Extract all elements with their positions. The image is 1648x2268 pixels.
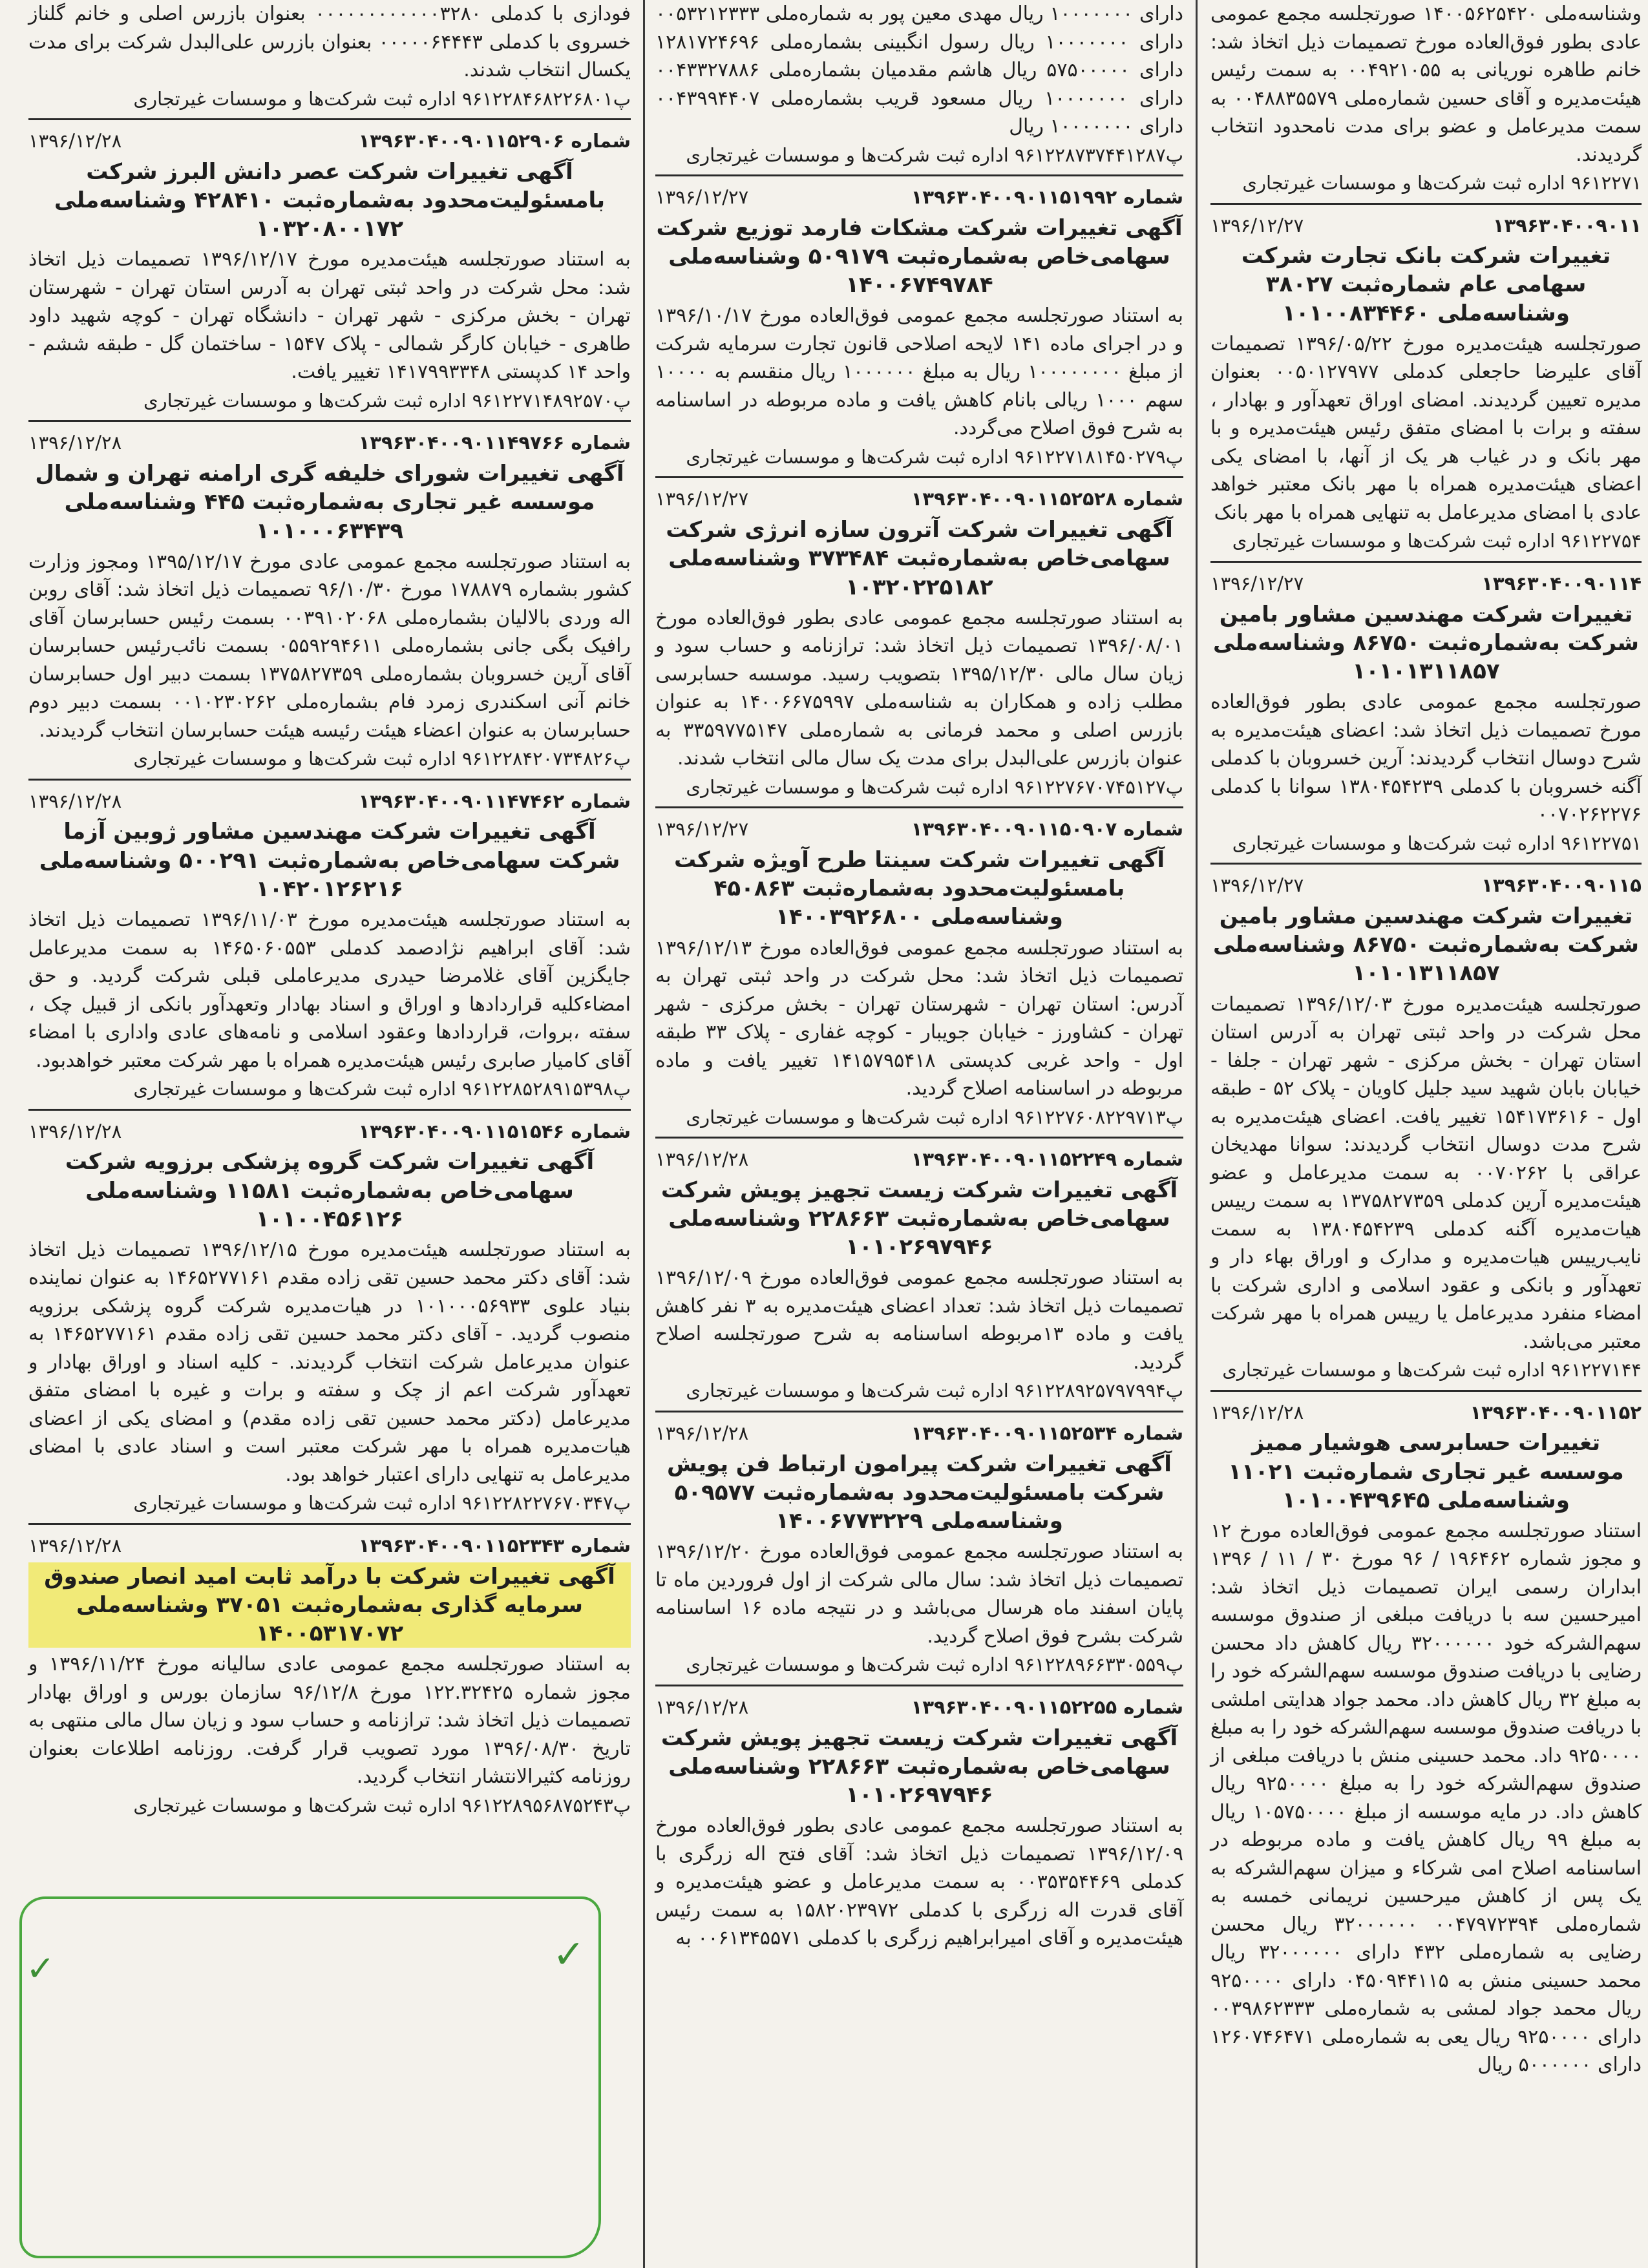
notice-title: تغییرات شرکت مهندسین مشاور بامین شرکت به‌شماره‌ثبت ۸۶۷۵۰ وشناسه‌ملی ۱۰۱۰۱۳۱۱۸۵۷ (1213, 903, 1639, 987)
notice-body: به استناد صورتجلسه مجمع عمومی عادی سالیانه مورخ ۱۳۹۶/۱۱/۲۴ و مجوز شماره ۱۲۲.۳۲۴۲۵ مورخ ۹۶/۱۲/۸ سازمان بورس و اوراق بهادار تصمیمات ذیل اتخاذ شد: ترازنامه و حساب سود و زیان سال مالی منتهی به تاریخ ۱۳۹۶/۰۸/۳۰ مورد تصویب قرار گرفت. روزنامه اطلاعات بعنوان روزنامه کثیرالانتشار انتخاب گردید. (28, 1653, 631, 1789)
notice-number: شماره ۱۳۹۶۳۰۴۰۰۹۰۱۱۵۲۵۲۸ (911, 488, 1183, 510)
notice (1210, 572, 1642, 856)
notice-separator (28, 420, 631, 422)
notice-meta (28, 431, 631, 456)
notice-number: ۱۳۹۶۳۰۴۰۰۹۰۱۱۵۲ (1470, 1401, 1642, 1423)
notice-date: ۱۳۹۶/۱۲/۲۸ (28, 1534, 122, 1557)
notice-separator (655, 476, 1183, 478)
notice-number: شماره ۱۳۹۶۳۰۴۰۰۹۰۱۱۵۲۳۴۳ (358, 1534, 631, 1557)
notice-continuation: فودازی با کدملی ۰۰۰۰۰۰۰۰۰۰۰۰۳۲۸۰ بعنوان بازرس اصلی و خانم گلناز خسروی با کدملی ۰۰۰۰۰۶۴۴۴۳ بعنوان بازرس علی‌البدل شرکت برای مدت یکسال انتخاب شدند. (28, 3, 631, 81)
notice-meta (28, 790, 631, 814)
notice-body: به استناد صورتجلسه مجمع عمومی عادی مورخ ۱۳۹۵/۱۲/۱۷ ومجوز وزارت کشور بشماره ۱۷۸۸۷۹ مورخ ۹۶/۱۰/۳۰ تصمیمات ذیل اتخاذ شد: آقای روبن اله وردی بالالیان بشماره‌ملی ۰۰۳۹۱۰۲۰۶۸ بسمت رئیس حسابرسان آقای رافیک بگی جانی بشماره‌ملی ۰۵۵۹۲۹۴۶۱۱ بسمت نائب‌رئیس حسابرسان آقای آرین خسروبان بشماره‌ملی ۱۳۷۵۸۲۷۳۵۹ بسمت دبیر اول حسابرسان خانم آنی اسکندری زمرد فام بشماره‌ملی ۰۰۱۰۲۳۰۲۶۲ بسمت دبیر دوم حسابرسان به عنوان اعضاء هیئت رئیسه هیئت حسابرسان انتخاب گردیدند. (28, 550, 631, 742)
notice-date: ۱۳۹۶/۱۲/۲۷ (655, 488, 749, 510)
notice-registry-line: پ۹۶۱۲۲۸۲۲۷۶۷۰۳۴۷ اداره ثبت شرکت‌ها و موسسات غیرتجاری (133, 1492, 631, 1515)
notice-title: آگهی تغییرات شورای خلیفه گری ارامنه تهران و شمال موسسه غیر تجاری به‌شماره‌ثبت ۴۴۵ وشناسه‌ملی ۱۰۱۰۰۰۶۳۴۳۹ (35, 461, 624, 544)
notice-number: شماره ۱۳۹۶۳۰۴۰۰۹۰۱۱۵۲۲۵۵ (911, 1696, 1183, 1718)
notice-body: صورتجلسه هیئت‌مدیره مورخ ۱۳۹۶/۰۵/۲۲ تصمیمات آقای علیرضا حاجعلی کدملی ۰۰۵۰۱۲۷۹۷۷ بعنوان مدیره تعیین گردیدند. امضای اوراق تعهدآور و بهادار ، سفته و برات با امضای متفق رئیس هیئت‌مدیره و با مهر بانک و در غیاب هر یک از آنها، با امضای یکی اعضای هیئت‌مدیره همراه با مهر بانک معتبر خواهد عادی با امضای مدیرعامل به تنهایی همراه با مهر بانک (1210, 332, 1642, 524)
notice-separator (1210, 561, 1642, 563)
check-mark-icon: ✓ (553, 1932, 586, 1977)
notice-registry-line: پ۹۶۱۲۲۸۴۶۸۲۲۶۸۰۱ اداره ثبت شرکت‌ها و موسسات غیرتجاری (133, 87, 631, 110)
notice-date: ۱۳۹۶/۱۲/۲۸ (655, 1696, 749, 1718)
notice-meta (28, 1120, 631, 1144)
notice-registry-line: پ۹۶۱۲۲۸۹۶۶۳۳۰۵۵۹ اداره ثبت شرکت‌ها و موسسات غیرتجاری (686, 1654, 1183, 1676)
notice-number: شماره ۱۳۹۶۳۰۴۰۰۹۰۱۱۵۱۵۴۶ (358, 1120, 631, 1142)
notice-separator (655, 174, 1183, 176)
notice-body: به استناد صورتجلسه هیئت‌مدیره مورخ ۱۳۹۶/۱۲/۱۷ تصمیمات ذیل اتخاذ شد: محل شرکت در واحد ثبتی تهران به آدرس استان تهران - شهرستان تهران - بخش مرکزی - شهر تهران - دانشگاه تهران - کوچه شهید داود طاهری - خیابان کارگر شمالی - پلاک ۱۵۴۷ - ساختمان گل - طبقه ششم - واحد ۱۴ کدپستی ۱۴۱۷۹۹۳۳۴۸ تغییر یافت. (28, 248, 631, 384)
notice-date: ۱۳۹۶/۱۲/۲۸ (28, 432, 122, 454)
notice-body: به استناد صورتجلسه مجمع عمومی فوق‌العاده مورخ ۱۳۹۶/۱۲/۰۹ تصمیمات ذیل اتخاذ شد: تعداد اعضای هیئت‌مدیره به ۳ نفر کاهش یافت و ماده ۱۳مربوطه اساسنامه به شرح صورتجلسه اصلاح گردید. (655, 1266, 1184, 1374)
notice-body: به استناد صورتجلسه مجمع عمومی فوق‌العاده مورخ ۱۳۹۶/۱۲/۱۳ تصمیمات ذیل اتخاذ شد: محل شرکت در واحد ثبتی تهران به آدرس: استان تهران - شهرستان تهران - بخش مرکزی - شهر تهران - کشاورز - خیابان جویبار - کوچه غفاری - پلاک ۳۳ طبقه اول - واحد غربی کدپستی ۱۴۱۵۷۹۵۴۱۸ تغییر یافت و ماده مربوطه در اساسنامه اصلاح گردید. (655, 936, 1183, 1100)
notice (655, 817, 1183, 1130)
column-middle (646, 0, 1192, 2268)
notice-registry-line: ۹۶۱۲۲۷۵۱ اداره ثبت شرکت‌ها و موسسات غیرتجاری (1232, 832, 1642, 854)
notice-separator (655, 1137, 1183, 1139)
notice (1210, 214, 1642, 554)
notice (655, 0, 1183, 168)
notice-body: به استناد صورتجلسه هیئت‌مدیره مورخ ۱۳۹۶/۱۱/۰۳ تصمیمات ذیل اتخاذ شد: آقای ابراهیم نژادصمد کدملی ۱۴۶۵۰۶۰۵۵۳ به سمت مدیرعامل جایگزین آقای غلامرضا حیدری مدیرعاملی قبلی شرکت گردید. و حق امضاءکلیه قراردادها و اوراق و اسناد بهادار وتعهدآور بانکی از قبیل چک ، سفته ،بروات، قراردادها وعقود اسلامی و نامه‌های عادی واداری با امضاء آقای کامیار صابری رئیس هیئت‌مدیره همراه با مهر شرکت معتبر خواهدبود. (28, 908, 631, 1072)
notice-body: به استناد صورتجلسه مجمع عمومی فوق‌العاده مورخ ۱۳۹۶/۱۲/۲۰ تصمیمات ذیل اتخاذ شد: سال مالی شرکت از اول فروردین ماه تا پایان اسفند ماه هرسال می‌باشد و در نتیجه ماده ۱۶ اساسنامه شرکت بشرح فوق اصلاح گردید. (655, 1540, 1183, 1648)
notice-registry-line: پ۹۶۱۲۲۷۶۰۸۲۲۹۷۱۳ اداره ثبت شرکت‌ها و موسسات غیرتجاری (686, 1106, 1183, 1128)
notice-registry-line: پ۹۶۱۲۲۷۱۴۸۹۲۵۷۰ اداره ثبت شرکت‌ها و موسسات غیرتجاری (143, 389, 631, 412)
notice-separator (28, 779, 631, 781)
notice-meta (655, 1148, 1183, 1172)
notice-number: ۱۳۹۶۳۰۴۰۰۹۰۱۱ (1492, 214, 1642, 236)
column-divider (1196, 0, 1198, 2268)
notice (655, 1696, 1183, 1953)
notice-date: ۱۳۹۶/۱۲/۲۸ (28, 130, 122, 152)
notice-registry-line: پ۹۶۱۲۲۷۶۷۰۷۴۵۱۲۷ اداره ثبت شرکت‌ها و موسسات غیرتجاری (686, 775, 1183, 798)
notice-number: شماره ۱۳۹۶۳۰۴۰۰۹۰۱۱۵۲۲۴۹ (911, 1148, 1183, 1171)
notice-registry-line: پ۹۶۱۲۲۸۷۳۷۴۴۱۲۸۷ اداره ثبت شرکت‌ها و موسسات غیرتجاری (686, 143, 1183, 166)
notice-date: ۱۳۹۶/۱۲/۲۷ (655, 186, 749, 209)
notice-date: ۱۳۹۶/۱۲/۲۷ (1210, 214, 1304, 236)
notice-title: آگهی تغییرات شرکت گروه پزشکی برزویه شرکت سهامی‌خاص به‌شماره‌ثبت ۱۱۵۸۱ وشناسه‌ملی ۱۰۱۰۰۴۵۶۱۲۶ (65, 1149, 595, 1232)
notice-date: ۱۳۹۶/۱۲/۲۷ (1210, 572, 1304, 594)
notice-meta (28, 129, 631, 154)
notice-title: تغییرات شرکت مهندسین مشاور بامین شرکت به‌شماره‌ثبت ۸۶۷۵۰ وشناسه‌ملی ۱۰۱۰۱۳۱۱۸۵۷ (1213, 601, 1639, 684)
notice-continuation: دارای ۱۰۰۰۰۰۰۰ ریال مهدی معین پور به شماره‌ملی ۰۰۵۳۲۱۲۳۳۳ دارای ۱۰۰۰۰۰۰۰ ریال رسول انگبینی بشماره‌ملی ۱۲۸۱۷۲۴۶۹۶ دارای ۵۷۵۰۰۰۰۰ ریال هاشم مقدمیان بشماره‌ملی ۰۰۴۳۳۲۷۸۸۶ دارای ۱۰۰۰۰۰۰۰ ریال مسعود قریب بشماره‌ملی ۰۰۴۳۹۹۴۴۰۷ دارای ۱۰۰۰۰۰۰۰ ریال (655, 3, 1183, 138)
notice-date: ۱۳۹۶/۱۲/۲۸ (28, 1120, 122, 1142)
notice-title: آگهی تغییرات شرکت زیست تجهیز پویش شرکت سهامی‌خاص به‌شماره‌ثبت ۲۲۸۶۶۳ وشناسه‌ملی ۱۰۱۰۲۶۹۷۹۴۶ (660, 1177, 1178, 1261)
notice-number: ۱۳۹۶۳۰۴۰۰۹۰۱۱۵ (1481, 874, 1642, 897)
notice-title: آگهی تغییرات شرکت مهندسین مشاور ژوبین آزما شرکت سهامی‌خاص به‌شماره‌ثبت ۵۰۰۲۹۱ وشناسه‌ملی ۱۰۴۲۰۱۲۶۲۱۶ (39, 819, 620, 902)
column-right (1199, 0, 1648, 2268)
notice (655, 1148, 1183, 1404)
notice-date: ۱۳۹۶/۱۲/۲۸ (655, 1422, 749, 1444)
notice-body: به استناد صورتجلسه مجمع عمومی عادی بطور فوق‌العاده مورخ ۱۳۹۶/۱۲/۰۹ تصمیمات ذیل اتخاذ شد: آقای فتح اله زرگری با کدملی ۰۰۳۵۳۵۴۴۶۹ به سمت مدیرعامل و عضو هیئت‌مدیره و آقای قدرت اله زرگری با کدملی ۱۵۸۲۰۲۳۹۷۲ به سمت رئیس هیئت‌مدیره و آقای امیرابراهیم زرگری با کدملی ۰۰۶۱۳۴۵۵۷۱ به (655, 1814, 1183, 1950)
notice-body: استناد صورتجلسه مجمع عمومی فوق‌العاده مورخ ۱۲ و مجوز شماره ۱۹۶۴۶۲ / ۹۶ مورخ ۳۰ / ۱۱ / ۱۳۹۶ ابداران رسمی ایران تصمیمات ذیل اتخاذ شد: امیرحسین سه با دریافت مبلغی از صندوق موسسه سهم‌الشرکه خود ۳۲۰۰۰۰۰۰ ریال کاهش داد محسن رضایی با دریافت صندوق موسسه سهم‌الشرکه خود را به مبلغ ۳۲ ریال کاهش داد. محمد جواد هدایتی املشی با دریافت صندوق موسسه سهم‌الشرکه خود را به مبلغ ۹۲۵۰۰۰۰ داد. محمد حسینی منش با دریافت مبلغی از صندوق سهم‌الشرکه خود را به مبلغ ۹۲۵۰۰۰۰ ریال کاهش داد. در مایه موسسه از مبلغ ۱۰۵۷۵۰۰۰۰ ریال به مبلغ ۹۹ ریال کاهش یافت و ماده مربوطه در اساسنامه اصلاح امی شرکاء و میزان سهم‌الشرکه به یک پس از کاهش میرحسین نریمانی خمسه به شماره‌ملی ۰۰۴۷۹۷۲۳۹۴ ۳۲۰۰۰۰۰۰ ریال محسن رضایی به شماره‌ملی ۴۳۲ دارای ۳۲۰۰۰۰۰۰ ریال محمد حسینی منش به ۰۴۵۰۹۴۴۱۱۵ دارای ۹۲۵۰۰۰۰ ریال محمد جواد لمشی به شماره‌ملی ۰۰۳۹۸۶۲۳۳۳ دارای ۹۲۵۰۰۰۰ ریال یعی به شماره‌ملی ۱۲۶۰۷۴۶۴۷۱ دارای ۵۰۰۰۰۰۰ ریال (1210, 1519, 1642, 2077)
notice-title: آگهی تغییرات شرکت آترون سازه انرژی شرکت سهامی‌خاص به‌شماره‌ثبت ۳۷۳۴۸۴ وشناسه‌ملی ۱۰۳۲۰۲۲۵۱۸۲ (666, 517, 1173, 600)
notice (28, 431, 631, 772)
notice-number: شماره ۱۳۹۶۳۰۴۰۰۹۰۱۱۵۰۹۰۷ (911, 818, 1183, 841)
notice (28, 790, 631, 1102)
notice-separator (1210, 1390, 1642, 1392)
notice-registry-line: ۹۶۱۲۲۷۱ اداره ثبت شرکت‌ها و موسسات غیرتجاری (1242, 172, 1642, 194)
notice-separator (655, 806, 1183, 808)
notice-registry-line: پ۹۶۱۲۲۸۹۵۶۸۷۵۲۴۳ اداره ثبت شرکت‌ها و موسسات غیرتجاری (133, 1794, 631, 1816)
notice-separator (655, 1685, 1183, 1686)
notice-meta (1210, 572, 1642, 596)
notice-registry-line: پ۹۶۱۲۲۷۱۸۱۴۵۰۲۷۹ اداره ثبت شرکت‌ها و موسسات غیرتجاری (686, 445, 1183, 468)
notice-registry-line: ۹۶۱۲۲۷۵۴ اداره ثبت شرکت‌ها و موسسات غیرتجاری (1232, 530, 1642, 552)
notice-separator (1210, 203, 1642, 205)
notice-meta (1210, 1401, 1642, 1425)
notice-meta (655, 487, 1183, 512)
notice-meta (1210, 214, 1642, 238)
notice (655, 185, 1183, 470)
notice-date: ۱۳۹۶/۱۲/۲۸ (655, 1148, 749, 1171)
notice-separator (28, 1523, 631, 1525)
notice-registry-line: ۹۶۱۲۲۷۱۴۴ اداره ثبت شرکت‌ها و موسسات غیرتجاری (1222, 1359, 1642, 1381)
notice-meta (28, 1534, 631, 1559)
notice-title: آگهی تغییرات شرکت با درآمد ثابت امید انصار صندوق سرمایه گذاری به‌شماره‌ثبت ۳۷۰۵۱ وشناسه‌ملی ۱۴۰۰۵۳۱۷۰۷۲ (28, 1562, 631, 1648)
notice-body: صورتجلسه مجمع عمومی عادی بطور فوق‌العاده مورخ تصمیمات ذیل اتخاذ شد: اعضای هیئت‌مدیره به شرح دوسال انتخاب گردیدند: آرین خسروبان با کدملی آگنه خسروبان با کدملی ۱۳۸۰۴۵۴۲۳۹ سوانا با کدملی ۰۰۷۰۲۶۲۲۷۶ (1210, 691, 1642, 826)
notice-body: به استناد صورتجلسه هیئت‌مدیره مورخ ۱۳۹۶/۱۲/۱۵ تصمیمات ذیل اتخاذ شد: آقای دکتر محمد حسین تقی زاده مقدم ۱۴۶۵۲۷۷۱۶۱ به عنوان نماینده بنیاد علوی ۱۰۱۰۰۰۵۶۹۳۳ در هیات‌مدیره شرکت گروه پزشکی برزویه منصوب گردید. - آقای دکتر محمد حسین تقی زاده مقدم ۱۴۶۵۲۷۷۱۶۱ به عنوان مدیرعامل شرکت انتخاب گردیدند. - کلیه اسناد و اوراق بهادار و تعهدآور شرکت اعم از چک و سفته و برات و غیره با امضای متفق مدیرعامل (دکتر محمد حسین تقی زاده مقدم) و امضای یکی از اعضای هیات‌مدیره همراه با مهر شرکت معتبر است و اسناد عادی با امضای مدیرعامل به تنهایی دارای اعتبار خواهد بود. (28, 1238, 631, 1486)
notice (1210, 0, 1642, 196)
check-mark-icon: ✓ (26, 1948, 56, 1989)
notice-meta (655, 817, 1183, 842)
notice-continuation: وشناسه‌ملی ۱۴۰۰۵۶۲۵۴۲۰ صورتجلسه مجمع عمومی عادی بطور فوق‌العاده مورخ تصمیمات ذیل اتخاذ شد: خانم طاهره نوریانی به ۰۰۴۹۲۱۰۵۵ به سمت رئیس هیئت‌مدیره و آقای حسین شماره‌ملی ۰۰۴۸۸۳۵۵۷۹ به سمت مدیرعامل و عضو برای مدت نامحدود انتخاب گردیدند. (1210, 3, 1642, 166)
notice-date: ۱۳۹۶/۱۲/۲۸ (28, 790, 122, 812)
notice-meta (655, 1696, 1183, 1720)
notice-number: شماره ۱۳۹۶۳۰۴۰۰۹۰۱۱۴۹۷۶۶ (358, 432, 631, 454)
notice-title: آگهی تغییرات شرکت سینتا طرح آویژه شرکت بامسئولیت‌محدود به‌شماره‌ثبت ۴۵۰۸۶۳ وشناسه‌ملی ۱۴۰۰۳۹۲۶۸۰۰ (674, 846, 1165, 930)
notice-registry-line: پ۹۶۱۲۲۸۵۲۸۹۱۵۳۹۸ اداره ثبت شرکت‌ها و موسسات غیرتجاری (133, 1078, 631, 1100)
notice-body: به استناد صورتجلسه مجمع عمومی فوق‌العاده مورخ ۱۳۹۶/۱۰/۱۷ و در اجرای ماده ۱۴۱ لایحه اصلاحی قانون تجارت سرمایه شرکت از مبلغ ۱۰۰۰۰۰۰۰۰ ریال به مبلغ ۱۰۰۰۰۰۰ ریال منقسم به ۱۰۰۰۰ سهم ۱۰۰۰ ریالی بانام کاهش یافت و ماده مربوطه در اساسنامه به شرح فوق اصلاح می‌گردد. (655, 304, 1184, 440)
notice-number: شماره ۱۳۹۶۳۰۴۰۰۹۰۱۱۴۷۴۶۲ (358, 790, 631, 812)
notice-separator (655, 1411, 1183, 1412)
notice-body: صورتجلسه هیئت‌مدیره مورخ ۱۳۹۶/۱۲/۰۳ تصمیمات محل شرکت در واحد ثبتی تهران به آدرس استان استان تهران - بخش مرکزی - شهر تهران - جلفا - خیابان بابان شهید سید جلیل کاویان - پلاک ۵۲ - طبقه اول - ۱۵۴۱۷۳۶۱۶ تغییر یافت. اعضای هیئت‌مدیره به شرح مدت دوسال انتخاب گردیدند: سوانا مهدیخان عراقی با ۰۰۷۰۲۶۲ به سمت مدیرعامل و عضو هیئت‌مدیره آرین کدملی ۱۳۷۵۸۲۷۳۵۹ به سمت رییس هیات‌مدیره آگنه کدملی ۱۳۸۰۴۵۴۲۳۹ به سمت نایب‌رییس هیات‌مدیره و مدارک و اوراق بهاء دار و تعهدآور و بانکی و عقود اسلامی و اداری شرکت با امضاء منفرد مدیرعامل یا رییس همراه با مهر شرکت معتبر می‌باشد. (1210, 992, 1642, 1353)
notice (655, 1422, 1183, 1678)
notice (1210, 1401, 1642, 2079)
notice (28, 129, 631, 414)
notice-number: شماره ۱۳۹۶۳۰۴۰۰۹۰۱۱۵۲۵۳۴ (911, 1422, 1183, 1444)
notice-title: تغییرات حسابرسی هوشیار ممیز موسسه غیر تجاری شماره‌ثبت ۱۱۰۲۱ وشناسه‌ملی ۱۰۱۰۰۴۳۹۶۴۵ (1228, 1430, 1624, 1513)
notice (28, 1120, 631, 1517)
notice-separator (28, 118, 631, 120)
notice-title: آگهی تغییرات شرکت پیرامون ارتباط فن پویش شرکت بامسئولیت‌محدود به‌شماره‌ثبت ۵۰۹۵۷۷ وشناسه‌ملی ۱۴۰۰۶۷۷۳۲۲۹ (667, 1451, 1172, 1535)
notice-separator (1210, 863, 1642, 865)
notice-title: آگهی تغییرات شرکت عصر دانش البرز شرکت بامسئولیت‌محدود به‌شماره‌ثبت ۴۲۸۴۱۰ وشناسه‌ملی ۱۰۳۲۰۸۰۰۱۷۲ (54, 158, 606, 242)
column-divider (643, 0, 645, 2268)
notice (655, 487, 1183, 800)
notice-number: ۱۳۹۶۳۰۴۰۰۹۰۱۱۴ (1481, 572, 1642, 594)
notice-meta (655, 1422, 1183, 1446)
notice-date: ۱۳۹۶/۱۲/۲۷ (655, 818, 749, 841)
notice (28, 1534, 631, 1818)
notice-body: به استناد صورتجلسه مجمع عمومی عادی بطور فوق‌العاده مورخ ۱۳۹۶/۰۸/۰۱ تصمیمات ذیل اتخاذ شد: ترازنامه و حساب سود و زیان سال مالی ۱۳۹۵/۱۲/۳۰ بتصویب رسید. موسسه حسابرسی مطلب زاده و همکاران به شناسه‌ملی ۱۴۰۰۶۶۷۵۹۹۷ به عنوان بازرس اصلی و محمد فرمانی به شماره‌ملی ۳۳۵۹۷۷۵۱۴۷ به عنوان بازرس علی‌البدل برای مدت یک سال مالی انتخاب شدند. (655, 606, 1184, 770)
notice-title: آگهی تغییرات شرکت مشکات فارمد توزیع شرکت سهامی‌خاص به‌شماره‌ثبت ۵۰۹۱۷۹ وشناسه‌ملی ۱۴۰۰۶۷۴۹۷۸۴ (656, 215, 1183, 299)
notice-meta (655, 185, 1183, 210)
notice-title: تغییرات شرکت بانک تجارت شرکت سهامی عام شماره‌ثبت ۳۸۰۲۷ وشناسه‌ملی ۱۰۱۰۰۸۳۴۴۶۰ (1241, 243, 1611, 326)
notice-title: آگهی تغییرات شرکت زیست تجهیز پویش شرکت سهامی‌خاص به‌شماره‌ثبت ۲۲۸۶۶۳ وشناسه‌ملی ۱۰۱۰۲۶۹۷۹۴۶ (660, 1725, 1178, 1808)
notice-registry-line: پ۹۶۱۲۲۸۹۲۵۷۹۷۹۹۴ اداره ثبت شرکت‌ها و موسسات غیرتجاری (686, 1380, 1183, 1402)
notice (28, 0, 631, 112)
notice (1210, 874, 1642, 1383)
notice-date: ۱۳۹۶/۱۲/۲۷ (1210, 874, 1304, 897)
notice-number: شماره ۱۳۹۶۳۰۴۰۰۹۰۱۱۵۲۹۰۶ (358, 130, 631, 152)
notice-number: شماره ۱۳۹۶۳۰۴۰۰۹۰۱۱۵۱۹۹۲ (911, 186, 1183, 209)
column-left (19, 0, 640, 2268)
notice-meta (1210, 874, 1642, 898)
notice-registry-line: پ۹۶۱۲۲۸۴۲۰۷۳۴۸۲۶ اداره ثبت شرکت‌ها و موسسات غیرتجاری (133, 748, 631, 770)
notice-date: ۱۳۹۶/۱۲/۲۸ (1210, 1401, 1304, 1423)
notice-separator (28, 1109, 631, 1111)
